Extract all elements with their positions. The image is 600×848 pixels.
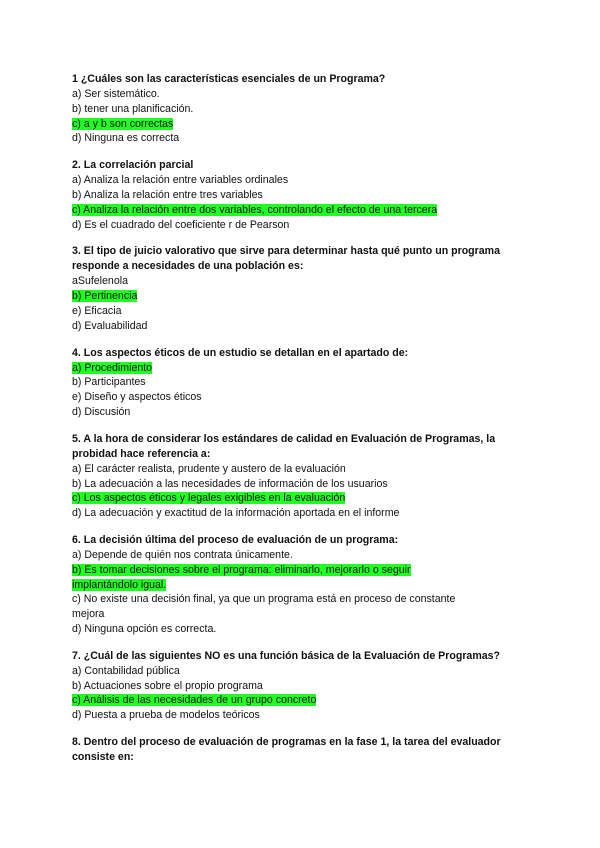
answer-option <box>72 131 542 146</box>
answer-option-text: a) El carácter realista, prudente y austero de la evaluación <box>72 462 346 475</box>
answer-option-text: b) Es tomar decisiones sobre el programa: eliminarlo, mejorarlo o seguir <box>72 563 411 576</box>
answer-option <box>72 218 542 233</box>
question-title: 4. Los aspectos éticos de un estudio se detallan en el apartado de: <box>72 346 409 359</box>
answer-option-text: mejora <box>72 608 105 621</box>
answer-option-highlighted <box>72 289 542 304</box>
answer-option-text: implantándolo igual. <box>72 578 167 591</box>
answer-option-highlighted <box>72 491 542 506</box>
answer-option <box>72 592 542 607</box>
answer-option-text: d) La adecuación y exactitud de la información aportada en el informe <box>72 507 400 520</box>
answer-option-text: e) Eficacia <box>72 304 122 317</box>
question-title: 6. La decisión última del proceso de evaluación de un programa: <box>72 533 399 546</box>
answer-option <box>72 405 542 420</box>
answer-option <box>72 477 542 492</box>
answer-option <box>72 102 542 117</box>
answer-option-text: e) Diseño y aspectos éticos <box>72 391 202 404</box>
answer-option-highlighted <box>72 361 542 376</box>
answer-option-text: a) Depende de quién nos contrata únicamente. <box>72 548 293 561</box>
question-title: 7. ¿Cuál de las siguientes NO es una función básica de la Evaluación de Programas? <box>72 649 501 662</box>
answer-option <box>72 607 542 622</box>
answer-option <box>72 173 542 188</box>
question-block <box>72 432 542 521</box>
answer-option <box>72 375 542 390</box>
question-block <box>72 244 542 333</box>
answer-option-text: aSufelenola <box>72 275 128 288</box>
question-title: 5. A la hora de considerar los estándares de calidad en Evaluación de Programas, la probidad hace referencia a: <box>72 432 496 460</box>
answer-option-text: b) tener una planificación. <box>72 102 194 115</box>
answer-option <box>72 708 542 723</box>
answer-option-text: b) La adecuación a las necesidades de información de los usuarios <box>72 477 388 490</box>
answer-option-text: d) Puesta a prueba de modelos teóricos <box>72 709 260 722</box>
answer-option-text: b) Participantes <box>72 376 146 389</box>
answer-option-text: d) Discusión <box>72 405 131 418</box>
question-block <box>72 158 542 232</box>
answer-option <box>72 679 542 694</box>
question-block <box>72 346 542 420</box>
answer-option <box>72 664 542 679</box>
answer-option-text: d) Ninguna es correcta <box>72 132 180 145</box>
question-title: 8. Dentro del proceso de evaluación de programas en la fase 1, la tarea del evaluador consiste en: <box>72 735 501 763</box>
answer-option-highlighted <box>72 578 542 593</box>
answer-option-text: d) Evaluabilidad <box>72 319 148 332</box>
answer-option-text: a) Contabilidad pública <box>72 664 180 677</box>
answer-option-text: b) Analiza la relación entre tres variables <box>72 188 263 201</box>
answer-option-text: b) Pertinencia <box>72 290 138 303</box>
question-block <box>72 649 542 723</box>
question-block <box>72 72 542 146</box>
answer-option-highlighted <box>72 203 542 218</box>
answer-option-text: c) Análisis de las necesidades de un grupo concreto <box>72 694 317 707</box>
question-block <box>72 735 542 765</box>
answer-option-text: c) No existe una decisión final, ya que un programa está en proceso de constante <box>72 593 456 606</box>
answer-option-text: c) a y b son correctas <box>72 117 174 130</box>
answer-option <box>72 390 542 405</box>
document-page <box>72 72 542 777</box>
answer-option-text: a) Analiza la relación entre variables ordinales <box>72 174 289 187</box>
answer-option-text: a) Ser sistemático. <box>72 88 160 100</box>
question-title: 2. La correlación parcial <box>72 159 194 172</box>
answer-option-text: d) Es el cuadrado del coeficiente r de Pearson <box>72 218 290 231</box>
answer-option-text: c) Analiza la relación entre dos variables, controlando el efecto de una tercera <box>72 203 438 216</box>
answer-option-highlighted <box>72 117 542 132</box>
answer-option-text: d) Ninguna opción es correcta. <box>72 622 217 635</box>
answer-option <box>72 622 542 637</box>
answer-option <box>72 87 542 102</box>
answer-option-text: c) Los aspectos éticos y legales exigibles en la evaluación <box>72 492 346 505</box>
answer-option-text: b) Actuaciones sobre el propio programa <box>72 679 263 692</box>
question-block <box>72 533 542 637</box>
answer-option <box>72 319 542 334</box>
answer-option-text: a) Procedimiento <box>72 361 153 374</box>
answer-option <box>72 462 542 477</box>
answer-option-highlighted <box>72 693 542 708</box>
answer-option <box>72 188 542 203</box>
question-title: 1 ¿Cuáles son las características esenciales de un Programa? <box>72 73 386 85</box>
answer-option <box>72 506 542 521</box>
answer-option <box>72 274 542 289</box>
question-title: 3. El tipo de juicio valorativo que sirve para determinar hasta qué punto un programa responde a necesidades de una población es: <box>72 245 500 273</box>
answer-option <box>72 304 542 319</box>
answer-option-highlighted <box>72 563 542 578</box>
answer-option <box>72 548 542 563</box>
